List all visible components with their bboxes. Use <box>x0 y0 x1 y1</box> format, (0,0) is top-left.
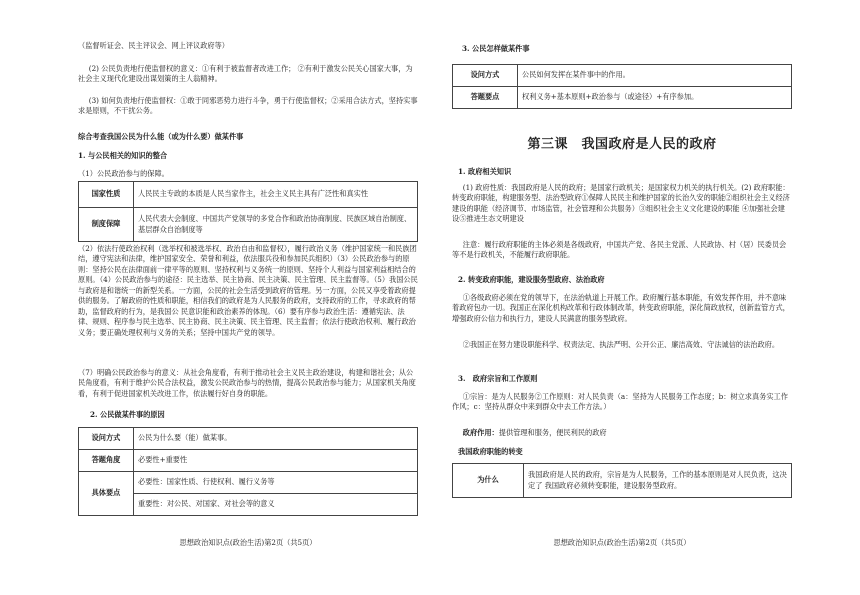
table-cell: 公民为什么要（能）做某事。 <box>134 428 418 450</box>
table-label: 为什么 <box>453 464 524 498</box>
table-cell: 人民民主专政的本质是人民当家作主，社会主义民主具有广泛性和真实性 <box>134 182 418 208</box>
how-table <box>452 64 792 109</box>
table-label: 设问方式 <box>453 65 518 87</box>
table-row <box>453 65 792 87</box>
subsection-heading: 3. 公民怎样做某件事 <box>462 44 530 53</box>
table-row <box>453 464 792 498</box>
table-row <box>79 208 418 242</box>
table-cell: 人民代表大会制度、中国共产党领导的多党合作和政治协商制度、民族区域自治制度、基层群众自治制度等 <box>134 208 418 242</box>
subsection-heading: 1. 政府相关知识 <box>458 167 512 176</box>
paragraph <box>452 428 792 438</box>
table-row <box>79 428 418 450</box>
why-table <box>452 463 792 498</box>
table-label: 具体要点 <box>79 472 134 516</box>
table-row <box>79 182 418 208</box>
page-footer: 思想政治知识点(政治生活)第2页（共5页） <box>553 538 691 547</box>
left-page <box>78 0 418 595</box>
table-row <box>79 472 418 494</box>
right-page <box>452 0 792 595</box>
paragraph: （2）依法行使政治权利（选举权和被选举权、政治自由和监督权），履行政治义务（维护国家统一和民族团结，遵守宪法和法律，维护国家安全、荣誉和利益，依法服兵役和参加民兵组织）（3）公民政治参与的原则：坚持公民在法律面前一律平等的原则、坚持权利与义务统一的原则、坚持个人利益与国家利益相结合的原则。（4）公民政治参与的途径：民主选举、民主协商、民主决策、民主管理、民主监督等。（5）我国公民与政府是和谐统一的新型关系。一方面，公民的社会生活受到政府的管理。另一方面，公民又享受着政府提供的服务。了解政府的性质和职能，相信我们的政府是为人民服务的政府，支持政府的工作，寻求政府的帮助，监督政府的行为，是我国公 民意识能和政治素养的体现。（6）要有序参与政治生活：遵循宪法、法律、规则、程序参与民主选举、民主协商、民主决策、民主管理、民主监督；依法行使政治权利、履行政治义务；要正确处理权利与义务的关系；坚持中国共产党的领导。 <box>78 244 418 337</box>
text-line: （监督听证会、民主评议会、网上评议政府等） <box>78 41 229 50</box>
table-cell: 公民如何发挥在某件事中的作用。 <box>518 65 792 87</box>
subsection-heading: 我国政府职能的转变 <box>458 447 523 456</box>
paragraph: 注意：履行政府职能的主体必须是各级政府，中国共产党、各民主党派、人民政协、村（居）民委员会等不是行政机关，不能履行政府职能。 <box>452 240 787 260</box>
subsection-heading: 2. 转变政府职能，建设服务型政府、法治政府 <box>458 275 605 284</box>
paragraph: （7）明确公民政治参与的意义：从社会角度看，有利于推动社会主义民主政治建设，构建和谐社会；从公民角度看，有利于维护公民合法权益，激发公民政治参与的热情，提高公民政治参与能力；从国家机关角度看，有利于促进国家机关改进工作，依法履行好自身的职能。 <box>78 368 416 398</box>
paragraph: ②我国正在努力建设职能科学、权责法定、执法严明、公开公正、廉洁高效、守法诚信的法治政府。 <box>462 340 780 349</box>
table-label: 制度保障 <box>79 208 134 242</box>
paragraph: (1) 政府性质：我国政府是人民的政府；是国家行政机关；是国家权力机关的执行机关。(2) 政府职能：转变政府职能，构建服务型、法治型政府①保障人民民主和维护国家的长治久安的职能②组织社会主义经济建设的职能（经济调节、市场监管，社会管理和公共服务）③组织社会主义文化建设的职能 ④加强社会建设⑤推进生态文明建设 <box>452 183 790 224</box>
table-label: 答题角度 <box>79 450 134 472</box>
table-cell: 我国政府是人民的政府，宗旨是为人民服务，工作的基本原则是对人民负责，这决定了 我国政府必须转变职能，建设服务型政府。 <box>524 464 792 498</box>
lesson-title: 第三课 我国政府是人民的政府 <box>527 137 717 152</box>
subsection-heading: 2. 公民做某件事的原因 <box>90 410 165 419</box>
guarantee-table <box>78 181 418 242</box>
table-cell: 权利义务+基本原则+政治参与（或途径）+有序参加。 <box>518 87 792 109</box>
section-heading: 综合考查我国公民为什么能（或为什么要）做某件事 <box>78 132 244 141</box>
paragraph: ①宗旨：是为人民服务②工作原则：对人民负责（a：坚持为人民服务工作态度；b：树立求真务实工作作风；c：坚持从群众中来到群众中去工作方法。） <box>452 392 788 412</box>
table-label: 答题要点 <box>453 87 518 109</box>
table-cell: 必要性+重要性 <box>134 450 418 472</box>
subsection-heading: 1. 与公民相关的知识的整合 <box>78 151 168 160</box>
table-row <box>453 87 792 109</box>
reason-table <box>78 427 418 516</box>
table-row <box>79 450 418 472</box>
paragraph: (2) 公民负责地行使监督权的意义：①有利于被监督者改进工作； ②有利于激发公民关心国家大事，为社会主义现代化建设出谋划策的主人翁精神。 <box>78 64 413 84</box>
page-footer: 思想政治知识点(政治生活)第2页（共5页） <box>179 538 317 547</box>
paragraph: ①各级政府必须在党的领导下，在法治轨道上开展工作。政府履行基本职能，有效发挥作用，并不意味着政府包办一切。我国正在深化机构改革和行政体制改革，转变政府职能，深化简政放权，创新监管方式，增强政府公信力和执行力，建设人民满意的服务型政府。 <box>452 293 790 323</box>
role-text: 提供管理和服务，便民利民的政府 <box>498 428 607 437</box>
role-label: 政府作用： <box>462 428 499 437</box>
paragraph: (3) 如何负责地行使监督权：①敢于同邪恶势力进行斗争，勇于行使监督权；②采用合法方式，坚持实事求是原则，不干扰公务。 <box>78 96 418 116</box>
table-label: 国家性质 <box>79 182 134 208</box>
paragraph: （1）公民政治参与的保障。 <box>78 169 169 178</box>
table-label: 设问方式 <box>79 428 134 450</box>
table-cell: 必要性：国家性质、行使权利、履行义务等 <box>134 472 418 494</box>
subsection-heading: 3. 政府宗旨和工作原则 <box>458 374 538 383</box>
table-cell: 重要性：对公民、对国家、对社会等的意义 <box>134 494 418 516</box>
